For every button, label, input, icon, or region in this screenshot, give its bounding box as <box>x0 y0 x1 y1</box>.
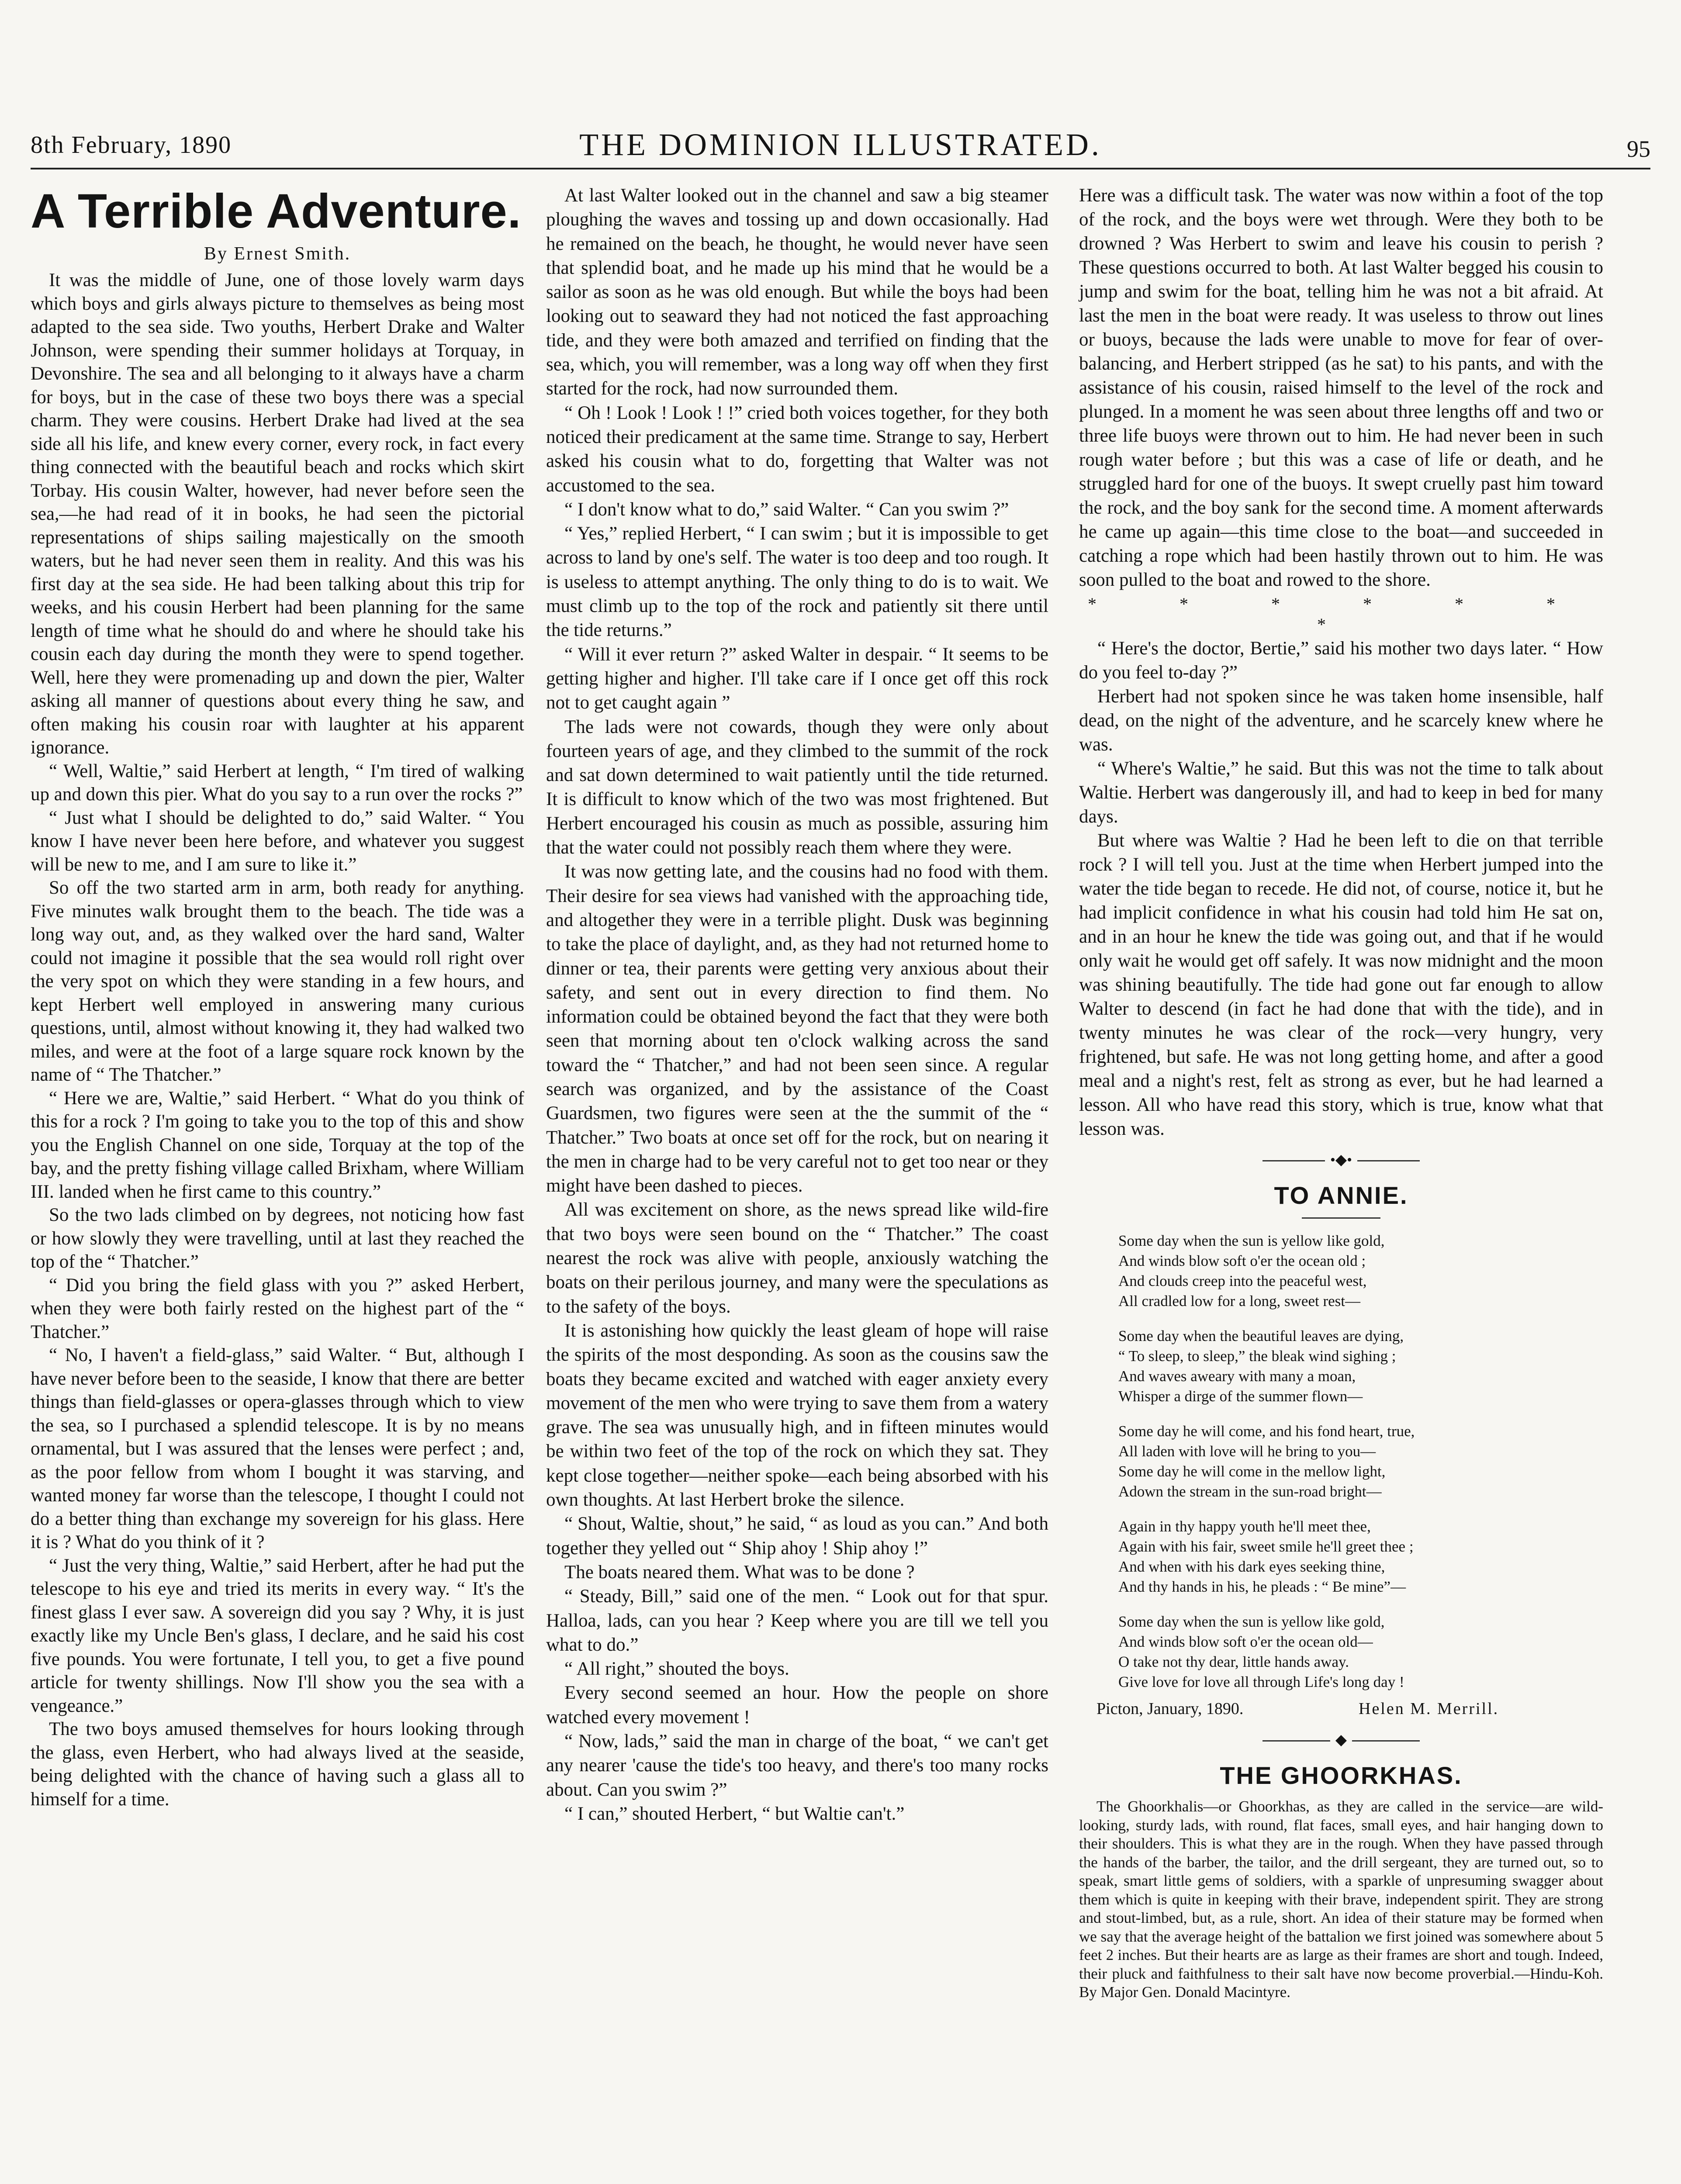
poem-place-date: Picton, January, 1890. <box>1096 1700 1244 1718</box>
story-paragraph: “ Here's the doctor, Bertie,” said his mother two days later. “ How do you feel to-day ?” <box>1079 638 1603 683</box>
story-paragraph: So off the two started arm in arm, both ready for anything. Five minutes walk brought them to the beach. The tide was a long way out, and, as they walked over the hard sand, Walter could not imagine it possible that the sea would roll right over the very spot on which they were standing in a few hours, and kept Herbert well employed in answering many curious questions, until, almost without knowing it, they had walked two miles, and were at the foot of a large square rock known by the name of “ The Thatcher.” <box>31 878 524 1085</box>
header-rule <box>31 168 1650 169</box>
poem-line: Give love for love all through Life's long day ! <box>1118 1673 1404 1690</box>
poem-line: And thy hands in his, he pleads : “ Be mine”— <box>1118 1578 1406 1595</box>
story-paragraph: “ Shout, Waltie, shout,” he said, “ as loud as you can.” And both together they yelled out “ Ship ahoy ! Ship ahoy !” <box>546 1514 1048 1559</box>
poem-stanza <box>1118 1231 1603 1311</box>
issue-date: 8th February, 1890 <box>31 131 232 159</box>
fleuron-icon: ◆ <box>1330 1731 1352 1749</box>
poem-line: And clouds creep into the peaceful west, <box>1118 1272 1367 1289</box>
poem-line: Some day he will come in the mellow light, <box>1118 1463 1386 1480</box>
poem-line: Adown the stream in the sun-road bright— <box>1118 1483 1382 1500</box>
story-paragraph: “ Steady, Bill,” said one of the men. “ Look out for that spur. Halloa, lads, can you hear ? Keep where you are till we tell you what to do.” <box>546 1586 1048 1655</box>
column-2 <box>546 183 1048 1826</box>
page-header <box>31 118 1650 166</box>
poem-line: Again in thy happy youth he'll meet thee, <box>1118 1518 1371 1535</box>
story-paragraph: “ Just the very thing, Waltie,” said Herbert, after he had put the telescope to his eye and tried its merits in every way. “ It's the finest glass I ever saw. A sovereign did you say ? Why, it is just exactly like my Uncle Ben's glass, I declare, and he said his cost five pounds. You were fortunate, I tell you, to get a five pound article for twenty shillings. Now I'll show you the sea with a vengeance.” <box>31 1555 524 1716</box>
story-paragraph: “ I can,” shouted Herbert, “ but Waltie can't.” <box>564 1803 905 1824</box>
poem-signature <box>1096 1699 1603 1721</box>
story-paragraph: The boats neared them. What was to be done ? <box>564 1562 915 1583</box>
story-paragraph: Every second seemed an hour. How the people on shore watched every movement ! <box>546 1683 1048 1728</box>
story-paragraph: “ Where's Waltie,” he said. But this was not the time to talk about Waltie. Herbert was dangerously ill, and had to keep in bed for many days. <box>1079 758 1603 827</box>
masthead: THE DOMINION ILLUSTRATED. <box>579 127 1102 162</box>
story-title: A Terrible Adventure. <box>31 184 522 238</box>
fleuron-icon: •◆• <box>1325 1151 1357 1169</box>
poem-line: All laden with love will he bring to you— <box>1118 1443 1376 1460</box>
poem-line: Again with his fair, sweet smile he'll greet thee ; <box>1118 1538 1414 1555</box>
poem-line: Whisper a dirge of the summer flown— <box>1118 1388 1363 1405</box>
story-paragraph: “ Yes,” replied Herbert, “ I can swim ; but it is impossible to get across to land by one's self. The water is too deep and too rough. It is useless to attempt anything. The only thing to do is to wait. We must climb up to the top of the rock and patiently sit there until the tide returns.” <box>546 523 1048 641</box>
story-paragraph: “ Did you bring the field glass with you ?” asked Herbert, when they were both fairly rested on the highest part of the “ Thatcher.” <box>31 1275 524 1342</box>
story-paragraph: “ All right,” shouted the boys. <box>564 1659 789 1679</box>
column-3 <box>1079 183 1603 2002</box>
story-paragraph: At last Walter looked out in the channel and saw a big steamer ploughing the waves and tossing up and down occasionally. Had he remained on the beach, he thought, he would never have seen that splendid boat, and he made up his mind that he would be a sailor as soon as he was old enough. But while the boys had been looking out to seaward they had not noticed the fast approaching tide, and they were both amazed and terrified on finding that the sea, which, you will remember, was a long way off when they first started for the rock, had now surrounded them. <box>546 185 1048 399</box>
article-paragraph: The Ghoorkhalis—or Ghoorkhas, as they are called in the service—are wild-looking, sturdy lads, with round, flat faces, small eyes, and hair hanging down to their shoulders. This is what they are in the rough. When they have passed through the hands of the barber, the tailor, and the drill sergeant, they are turned out, so to speak, smart little gems of soldiers, with a sparkle of unpresuming swagger about them which is quite in keeping with their brave, independent spirit. They are strong and stout-limbed, but, as a rule, short. An idea of their stature may be formed when we say that the average height of the battalion we first joined was somewhere about 5 feet 2 inches. But their hearts are as large as their frames are short and tough. Indeed, their pluck and faithfulness to their salt have now become proverbial.—Hindu-Koh. By Major Gen. Donald Macintyre. <box>1079 1798 1603 2001</box>
title-rule <box>1302 1217 1380 1219</box>
poem-line: Some day when the beautiful leaves are dying, <box>1118 1327 1404 1344</box>
poem-body <box>1118 1231 1603 1692</box>
story-byline: By Ernest Smith. <box>204 244 351 264</box>
ornamental-divider <box>1262 1147 1420 1173</box>
story-paragraph: The two boys amused themselves for hours looking through the glass, even Herbert, who had always lived at the seaside, being delighted with the chance of having such a glass all to himself for a time. <box>31 1719 524 1810</box>
story-continuation <box>1079 183 1603 1141</box>
section-break-asterisks: * * * * * * * <box>1088 594 1595 634</box>
story-paragraph: The lads were not cowards, though they were only about fourteen years of age, and they climbed to the summit of the rock and sat down determined to wait patiently until the tide returned. It is difficult to know which of the two was most frightened. But Herbert encouraged his cousin as much as possible, assuring him that the water could not possibly reach them where they were. <box>546 716 1048 858</box>
ornamental-divider <box>1262 1727 1420 1753</box>
poem-line: And waves aweary with many a moan, <box>1118 1368 1356 1385</box>
article-body <box>1079 1797 1603 2002</box>
poem-line: Some day he will come, and his fond heart, true, <box>1118 1423 1415 1440</box>
poem-line: And winds blow soft o'er the ocean old— <box>1118 1633 1373 1650</box>
story-paragraph: “ Just what I should be delighted to do,” said Walter. “ You know I have never been here before, and whatever you suggest will be new to me, and I am sure to like it.” <box>31 807 524 875</box>
story-paragraph: It was now getting late, and the cousins had no food with them. Their desire for sea views had vanished with the approaching tide, and altogether they were in a terrible plight. Dusk was beginning to take the place of daylight, and, as they had not returned home to dinner or tea, their parents were getting very anxious about their safety, and sent out in every direction to find them. No information could be obtained beyond the fact that they were both seen that morning about ten o'clock walking across the sand toward the “ Thatcher,” and had not been seen since. A regular search was organized, and by the assistance of the Coast Guardsmen, two figures were seen at the the summit of the “ Thatcher.” Two boats at once set off for the rock, but on nearing it the men in charge had to be very careful not to get too near or they might have been dashed to pieces. <box>546 861 1048 1196</box>
poem-line: “ To sleep, to sleep,” the bleak wind sighing ; <box>1118 1348 1396 1365</box>
poem-line: And winds blow soft o'er the ocean old ; <box>1118 1252 1366 1269</box>
story-paragraph: “ I don't know what to do,” said Walter. “ Can you swim ?” <box>564 499 1009 520</box>
poem-line: Some day when the sun is yellow like gold, <box>1118 1232 1385 1249</box>
story-paragraph: So the two lads climbed on by degrees, not noticing how fast or how slowly they were travelling, until at last they reached the top of the “ Thatcher.” <box>31 1205 524 1272</box>
story-paragraph: It is astonishing how quickly the least gleam of hope will raise the spirits of the most desponding. As soon as the cousins saw the boats they became excited and watched with eager anxiety every movement of the men who were trying to save them from a watery grave. The sea was unusually high, and in fifteen minutes would be within two feet of the top of the rock on which they sat. They kept close together—neither spoke—each being absorbed with his own thoughts. At last Herbert broke the silence. <box>546 1320 1048 1510</box>
poem-stanza <box>1118 1421 1603 1502</box>
poem-stanza <box>1118 1517 1603 1597</box>
story-paragraph: “ Oh ! Look ! Look ! !” cried both voices together, for they both noticed their predicament at the same time. Strange to say, Herbert asked his cousin what to do, forgetting that Walter was not accustomed to the sea. <box>546 402 1048 496</box>
story-paragraph: Herbert had not spoken since he was taken home insensible, half dead, on the night of the adventure, and he scarcely knew where he was. <box>1079 686 1603 755</box>
story-paragraph: It was the middle of June, one of those lovely warm days which boys and girls always picture to themselves as being most adapted to the sea side. Two youths, Herbert Drake and Walter Johnson, were spending their summer holidays at Torquay, in Devonshire. The sea and all belonging to it always have a charm for boys, but in the case of these two boys there was a special charm. They were cousins. Herbert Drake had lived at the sea side all his life, and knew every corner, every rock, in fact every thing connected with the beautiful beach and rocks which skirt Torbay. His cousin Walter, however, had never before seen the sea,—he had read of it in books, he had seen the pictorial representations of ships sailing majestically on the smooth waters, but he had never seen them in reality. And this was his first day at the sea side. He had been talking about this trip for weeks, and his cousin Herbert had been planning for the same length of time what he should do and where he should take his cousin each day during the month they were to spend together. Well, here they were promenading up and down the pier, Walter asking all manner of questions about every thing he saw, and often making his cousin roar with laughter at his apparent ignorance. <box>31 270 524 758</box>
poem-line: O take not thy dear, little hands away. <box>1118 1653 1349 1670</box>
page-number: 95 <box>1627 136 1650 162</box>
article-title: THE GHOORKHAS. <box>1220 1762 1463 1789</box>
poem-title: TO ANNIE. <box>1274 1182 1408 1209</box>
story-paragraph: But where was Waltie ? Had he been left to die on that terrible rock ? I will tell you. Just at the time when Herbert jumped into the water the tide began to recede. He did not, of course, notice it, but he had implicit confidence in what his cousin had told him He sat on, and in an hour he knew the tide was going out, and that if he would only wait he would get off safely. It was now midnight and the moon was shining beautifully. The tide had gone out far enough to allow Walter to descend (in fact he had done that with the tide), and in twenty minutes he was clear of the rock—very hungry, very frightened, but safe. He was not long getting home, and after a good meal and a night's rest, felt as strong as ever, but he had learned a lesson. All who have read this story, which is true, know what that lesson was. <box>1079 830 1603 1139</box>
story-paragraph: “ Now, lads,” said the man in charge of the boat, “ we can't get any nearer 'cause the tide's too heavy, and there's too many rocks about. Can you swim ?” <box>546 1731 1048 1800</box>
column-1 <box>31 183 524 1811</box>
story-paragraph: All was excitement on shore, as the news spread like wild-fire that two boys were seen bound on the “ Thatcher.” The coast nearest the rock was alive with people, anxiously watching the boats on their perilous journey, and many were the speculations as to the safety of the boys. <box>546 1199 1048 1317</box>
poem-line: And when with his dark eyes seeking thine, <box>1118 1558 1385 1575</box>
poem-author: Helen M. Merrill. <box>1359 1700 1499 1718</box>
poem-line: Some day when the sun is yellow like gold, <box>1118 1613 1385 1630</box>
story-paragraph: “ No, I haven't a field-glass,” said Walter. “ But, although I have never before been to the seaside, I know that there are better things than field-glasses or opera-glasses through which to view the sea, so I purchased a splendid telescope. It is by no means ornamental, but I was assured that the lenses were perfect ; and, as the poor fellow from whom I bought it was starving, and wanted money far worse than the telescope, I thought I could not do a better thing than exchange my sovereign for his glass. Here it is ? What do you think of it ? <box>31 1345 524 1552</box>
poem-stanza <box>1118 1326 1603 1406</box>
story-paragraph: “ Well, Waltie,” said Herbert at length, “ I'm tired of walking up and down this pier. What do you say to a run over the rocks ?” <box>31 760 524 805</box>
story-paragraph: Here was a difficult task. The water was now within a foot of the top of the rock, and the boys were wet through. Were they both to be drowned ? Was Herbert to swim and leave his cousin to perish ? These questions occurred to both. At last Walter begged his cousin to jump and swim for the boat, telling him he was not a bit afraid. At last the men in the boat were ready. It was useless to throw out lines or buoys, because the lads were unable to move for fear of over-balancing, and Herbert stripped (as he sat) to his pants, and with the assistance of his cousin, raised himself to the level of the rock and plunged. In a moment he was seen about three lengths off and two or three life buoys were thrown out to him. He had never been in such rough water before ; but this was a case of life or death, and he struggled hard for one of the buoys. It swept cruelly past him toward the rock, and the boy sank for the second time. A moment afterwards he came up again—this time close to the boat—and succeeded in catching a rope which had been hastily thrown out to him. He was soon pulled to the boat and rowed to the shore. <box>1079 185 1603 590</box>
story-paragraph: “ Will it ever return ?” asked Walter in despair. “ It seems to be getting higher and higher. I'll take care if I once get off this rock not to get caught again ” <box>546 644 1048 713</box>
poem-stanza <box>1118 1612 1603 1692</box>
poem-line: All cradled low for a long, sweet rest— <box>1118 1292 1361 1310</box>
story-paragraph: “ Here we are, Waltie,” said Herbert. “ What do you think of this for a rock ? I'm going to take you to the top of this and show you the English Channel on one side, Torquay at the top of the bay, and the pretty fishing village called Brixham, where William III. landed when he first came to this country.” <box>31 1088 524 1202</box>
